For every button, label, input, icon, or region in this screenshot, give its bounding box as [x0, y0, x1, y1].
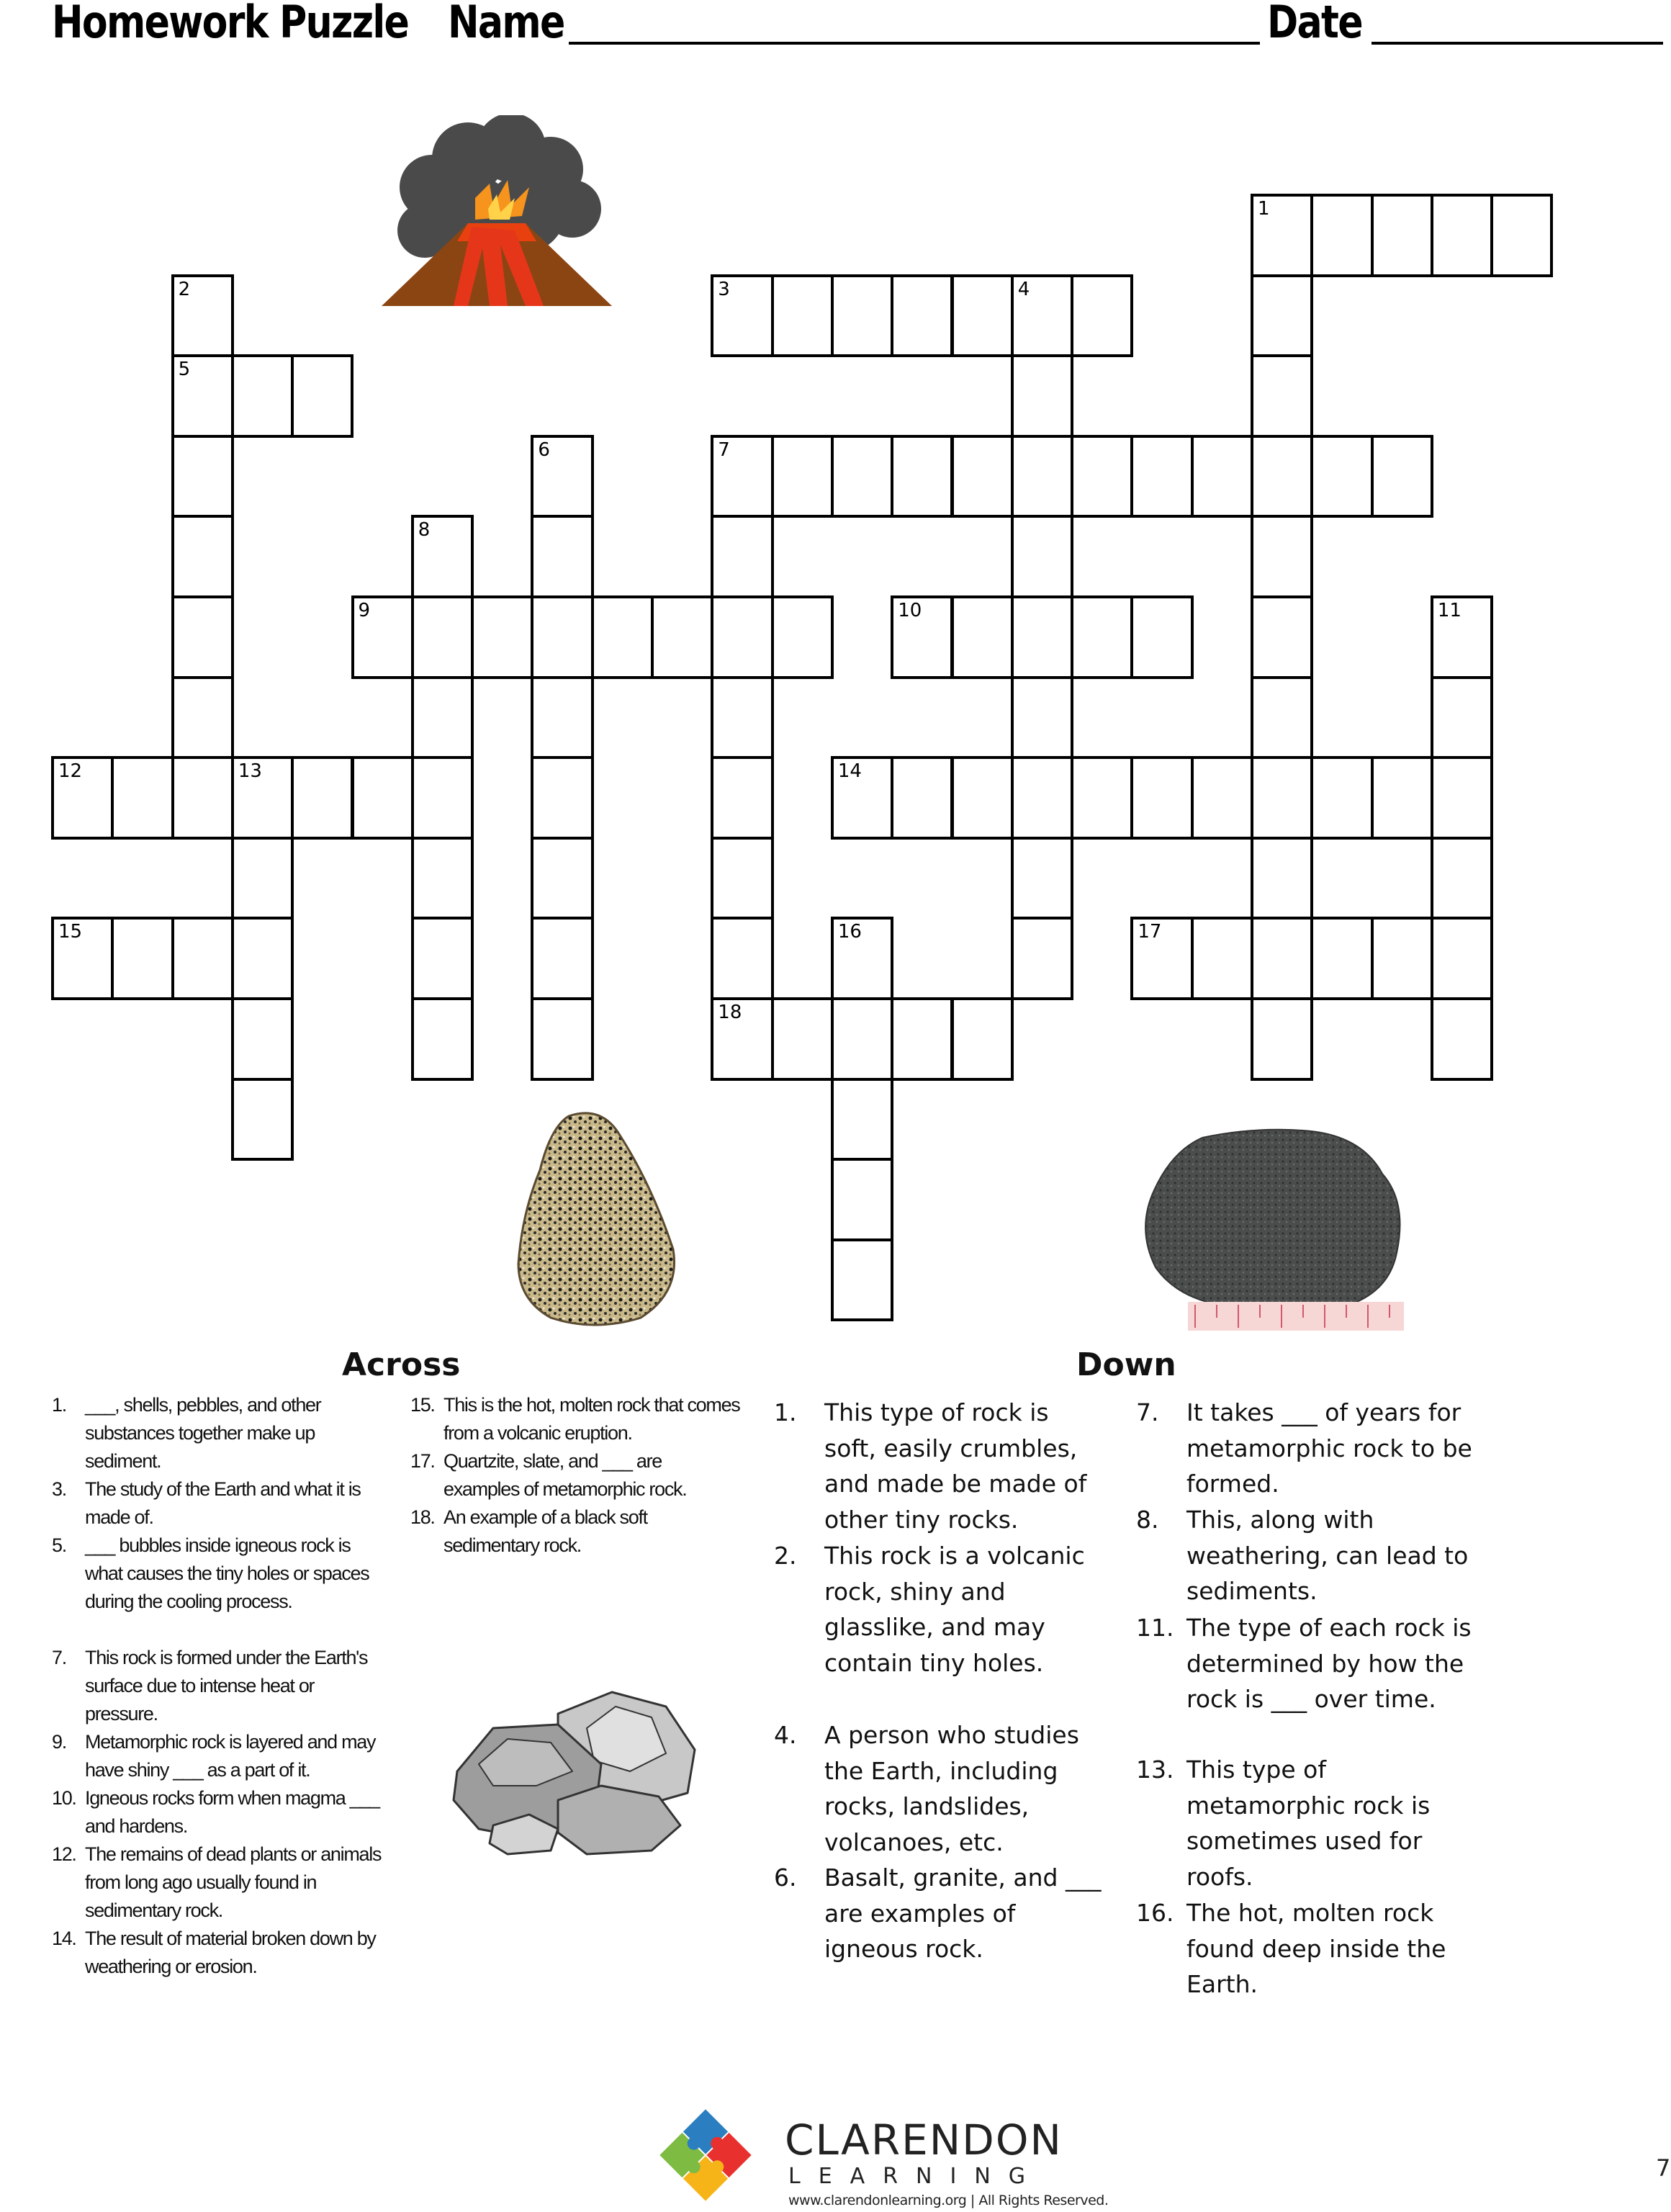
clue-number: 12. [52, 1843, 76, 1865]
grid-clue-number: 15 [58, 921, 83, 943]
grid-cell[interactable] [531, 435, 593, 518]
grid-cell[interactable] [1191, 917, 1253, 1000]
clue-number: 3. [52, 1478, 66, 1500]
clue-text: An example of a black soft sedimentary rock. [443, 1506, 647, 1556]
grid-cell[interactable] [831, 917, 893, 1000]
grid-clue-number: 4 [1017, 278, 1030, 300]
clue-text: The hot, molten rock found deep inside the Earth. [1186, 1899, 1446, 1998]
clue-text: This is the hot, molten rock that comes from a volcanic eruption. [443, 1394, 740, 1444]
across-clue [52, 1532, 390, 1616]
down-clue [774, 1860, 1102, 1967]
grid-cell[interactable] [771, 435, 834, 518]
grid-cell[interactable] [711, 676, 773, 760]
clue-text: This type of rock is soft, easily crumbles, and made be made of other tiny rocks. [824, 1398, 1087, 1534]
grid-clue-number: 1 [1258, 198, 1270, 220]
puzzle-logo-icon [652, 2101, 760, 2209]
clue-text: The remains of dead plants or animals from long ago usually found in sedimentary rock. [85, 1843, 382, 1921]
across-clue [52, 1644, 369, 1728]
across-clue [52, 1475, 390, 1532]
grid-cell[interactable] [171, 274, 234, 358]
rock-pile-icon [450, 1685, 702, 1858]
clue-number: 16. [1136, 1899, 1174, 1927]
grid-cell[interactable] [1011, 435, 1073, 518]
clue-text: Quartzite, slate, and ___ are examples of metamorphic rock. [443, 1450, 687, 1500]
grid-cell[interactable] [1251, 756, 1313, 840]
grid-cell[interactable] [891, 274, 953, 358]
grid-clue-number: 10 [898, 600, 922, 621]
clue-number: 14. [52, 1928, 76, 1949]
grid-cell[interactable] [891, 435, 953, 518]
grid-cell[interactable] [951, 274, 1014, 358]
clue-number: 7. [1136, 1398, 1159, 1426]
clue-text: ___ bubbles inside igneous rock is what causes the tiny holes or spaces during the cooling process. [85, 1534, 369, 1612]
across-clue [52, 1784, 397, 1840]
clue-text: ___, shells, pebbles, and other substances together make up sediment. [85, 1394, 321, 1472]
page-number: 7 [1656, 2154, 1671, 2182]
grid-cell[interactable] [711, 435, 773, 518]
grid-cell[interactable] [711, 515, 773, 598]
grid-cell[interactable] [1191, 435, 1253, 518]
grid-cell[interactable] [1431, 997, 1493, 1081]
grid-clue-number: 17 [1138, 921, 1162, 943]
volcano-icon [382, 115, 619, 324]
grid-cell[interactable] [411, 595, 474, 679]
grid-cell[interactable] [51, 756, 114, 840]
grid-cell[interactable] [1011, 274, 1073, 358]
grid-cell[interactable] [711, 917, 773, 1000]
grid-clue-number: 13 [238, 760, 262, 783]
across-clue [410, 1391, 749, 1447]
grid-cell[interactable] [951, 997, 1014, 1081]
grid-cell[interactable] [1251, 435, 1313, 518]
grid-cell[interactable] [411, 837, 474, 920]
clue-number: 10. [52, 1787, 76, 1809]
clue-number: 2. [774, 1542, 797, 1570]
grid-clue-number: 9 [358, 600, 371, 621]
across-clue [52, 1728, 397, 1784]
clue-text: Basalt, granite, and ___ are examples of igneous rock. [824, 1863, 1102, 1963]
clue-number: 11. [1136, 1614, 1174, 1642]
grid-cell[interactable] [1071, 274, 1133, 358]
clue-number: 1. [774, 1398, 797, 1426]
grid-cell[interactable] [1071, 435, 1133, 518]
grid-cell[interactable] [111, 917, 174, 1000]
across-heading: Across [342, 1346, 461, 1383]
clue-text: This type of metamorphic rock is sometimes used for roofs. [1186, 1755, 1431, 1891]
down-clue [774, 1538, 1102, 1681]
grid-cell[interactable] [231, 354, 294, 438]
grid-cell[interactable] [171, 354, 234, 438]
grid-cell[interactable] [411, 515, 474, 598]
down-clue [1136, 1502, 1478, 1609]
grid-cell[interactable] [471, 595, 533, 679]
grid-cell[interactable] [351, 756, 414, 840]
clue-number: 15. [410, 1394, 435, 1416]
grid-clue-number: 8 [418, 519, 431, 541]
clue-number: 18. [410, 1506, 435, 1528]
grid-cell[interactable] [231, 1078, 294, 1161]
grid-cell[interactable] [651, 595, 713, 679]
clue-number: 7. [52, 1647, 66, 1668]
grid-cell[interactable] [1130, 435, 1193, 518]
grid-cell[interactable] [1251, 837, 1313, 920]
grid-cell[interactable] [1011, 354, 1073, 438]
clue-text: A person who studies the Earth, including rocks, landslides, volcanoes, etc. [824, 1721, 1079, 1856]
grid-cell[interactable] [171, 595, 234, 679]
grid-cell[interactable] [291, 756, 353, 840]
grid-cell[interactable] [291, 354, 353, 438]
clue-number: 8. [1136, 1506, 1159, 1534]
clue-text: This, along with weathering, can lead to sediments. [1186, 1506, 1469, 1605]
grid-cell[interactable] [1431, 676, 1493, 760]
grid-cell[interactable] [831, 274, 893, 358]
clue-text: The study of the Earth and what it is made of. [85, 1478, 361, 1528]
brand-subtitle: LEARNING [788, 2164, 1044, 2189]
name-label: Name [448, 0, 564, 48]
grid-cell[interactable] [1310, 194, 1373, 277]
down-clue [1136, 1752, 1478, 1894]
grid-cell[interactable] [831, 1238, 893, 1322]
grid-cell[interactable] [1011, 676, 1073, 760]
grid-cell[interactable] [1251, 194, 1313, 277]
grid-cell[interactable] [1011, 917, 1073, 1000]
brand-name: CLARENDON [785, 2116, 1063, 2164]
grid-cell[interactable] [711, 274, 773, 358]
grid-cell[interactable] [1011, 756, 1073, 840]
grid-cell[interactable] [1251, 515, 1313, 598]
grid-cell[interactable] [1251, 274, 1313, 358]
grid-cell[interactable] [711, 997, 773, 1081]
grid-cell[interactable] [1071, 756, 1133, 840]
grid-cell[interactable] [111, 756, 174, 840]
clue-text: Metamorphic rock is layered and may have shiny ___ as a part of it. [85, 1731, 376, 1781]
clue-text: The result of material broken down by weathering or erosion. [85, 1928, 376, 1977]
down-clue [1136, 1395, 1478, 1502]
grid-cell[interactable] [1371, 756, 1433, 840]
sedimentary-rock-icon [1138, 1123, 1418, 1336]
grid-cell[interactable] [771, 595, 834, 679]
across-clue [52, 1925, 383, 1981]
grid-cell[interactable] [531, 515, 593, 598]
grid-cell[interactable] [1371, 435, 1433, 518]
grid-clue-number: 7 [718, 439, 730, 461]
grid-cell[interactable] [411, 917, 474, 1000]
down-clue [774, 1395, 1102, 1537]
grid-cell[interactable] [771, 274, 834, 358]
across-clue [52, 1840, 383, 1925]
clue-number: 4. [774, 1721, 797, 1749]
grid-cell[interactable] [531, 595, 593, 679]
grid-cell[interactable] [591, 595, 654, 679]
clue-text: This rock is a volcanic rock, shiny and glasslike, and may contain tiny holes. [824, 1542, 1085, 1677]
grid-cell[interactable] [1310, 756, 1373, 840]
grid-cell[interactable] [171, 515, 234, 598]
grid-cell[interactable] [1130, 917, 1193, 1000]
grid-cell[interactable] [1431, 756, 1493, 840]
grid-clue-number: 2 [178, 278, 191, 300]
name-line [569, 42, 1260, 45]
clue-text: This rock is formed under the Earth's surface due to intense heat or pressure. [85, 1647, 368, 1725]
date-line [1372, 42, 1663, 45]
clue-number: 17. [410, 1450, 435, 1472]
grid-clue-number: 5 [178, 359, 191, 381]
grid-cell[interactable] [1251, 997, 1313, 1081]
grid-cell[interactable] [411, 997, 474, 1081]
clue-number: 6. [774, 1863, 797, 1892]
grid-cell[interactable] [891, 595, 953, 679]
grid-cell[interactable] [171, 917, 234, 1000]
grid-cell[interactable] [1071, 595, 1133, 679]
grid-clue-number: 18 [718, 1002, 742, 1023]
across-clue [52, 1391, 383, 1475]
grid-cell[interactable] [711, 595, 773, 679]
clue-text: The type of each rock is determined by how the rock is ___ over time. [1186, 1614, 1472, 1713]
grid-cell[interactable] [831, 435, 893, 518]
grid-cell[interactable] [1310, 435, 1373, 518]
grid-cell[interactable] [711, 837, 773, 920]
grid-cell[interactable] [531, 917, 593, 1000]
grid-cell[interactable] [531, 997, 593, 1081]
grid-cell[interactable] [831, 1078, 893, 1161]
grid-cell[interactable] [1431, 837, 1493, 920]
grid-clue-number: 14 [837, 760, 862, 783]
clue-text: Igneous rocks form when magma ___ and hardens. [85, 1787, 379, 1837]
grid-cell[interactable] [1431, 194, 1493, 277]
across-clue [410, 1503, 720, 1560]
grid-cell[interactable] [351, 595, 414, 679]
grid-cell[interactable] [1251, 354, 1313, 438]
grid-clue-number: 16 [837, 921, 862, 943]
grid-clue-number: 12 [58, 760, 83, 783]
grid-cell[interactable] [1011, 837, 1073, 920]
grid-cell[interactable] [831, 997, 893, 1081]
down-clue [1136, 1895, 1478, 2002]
grid-cell[interactable] [531, 837, 593, 920]
grid-cell[interactable] [231, 917, 294, 1000]
grid-cell[interactable] [1251, 676, 1313, 760]
grid-cell[interactable] [1310, 917, 1373, 1000]
grid-cell[interactable] [771, 997, 834, 1081]
grid-cell[interactable] [1130, 595, 1193, 679]
grid-cell[interactable] [951, 595, 1014, 679]
grid-cell[interactable] [231, 997, 294, 1081]
grid-cell[interactable] [51, 917, 114, 1000]
igneous-rock-icon [508, 1105, 688, 1332]
clue-number: 9. [52, 1731, 66, 1753]
down-clue [1136, 1610, 1478, 1717]
grid-clue-number: 11 [1437, 600, 1461, 621]
grid-clue-number: 6 [538, 439, 550, 461]
grid-cell[interactable] [951, 435, 1014, 518]
grid-cell[interactable] [411, 756, 474, 840]
grid-cell[interactable] [1431, 917, 1493, 1000]
grid-cell[interactable] [951, 756, 1014, 840]
grid-clue-number: 3 [718, 278, 730, 300]
grid-cell[interactable] [531, 756, 593, 840]
grid-cell[interactable] [171, 676, 234, 760]
grid-cell[interactable] [1130, 756, 1193, 840]
grid-cell[interactable] [171, 756, 234, 840]
clue-number: 1. [52, 1394, 66, 1416]
grid-cell[interactable] [1371, 917, 1433, 1000]
down-clue [774, 1717, 1102, 1860]
grid-cell[interactable] [231, 837, 294, 920]
grid-cell[interactable] [1431, 595, 1493, 679]
grid-cell[interactable] [831, 1158, 893, 1241]
grid-cell[interactable] [411, 676, 474, 760]
grid-cell[interactable] [531, 676, 593, 760]
clue-text: It takes ___ of years for metamorphic rock to be formed. [1186, 1398, 1472, 1498]
worksheet-title: Homework Puzzle [52, 0, 409, 48]
date-label: Date [1267, 0, 1362, 48]
grid-cell[interactable] [1490, 194, 1553, 277]
grid-cell[interactable] [1011, 515, 1073, 598]
down-heading: Down [1076, 1346, 1176, 1383]
grid-cell[interactable] [711, 756, 773, 840]
grid-cell[interactable] [831, 756, 893, 840]
grid-cell[interactable] [1251, 595, 1313, 679]
grid-cell[interactable] [1251, 917, 1313, 1000]
clue-number: 5. [52, 1534, 66, 1556]
across-clue [410, 1447, 742, 1503]
grid-cell[interactable] [1371, 194, 1433, 277]
clue-number: 13. [1136, 1755, 1174, 1784]
grid-cell[interactable] [1011, 595, 1073, 679]
grid-cell[interactable] [171, 435, 234, 518]
brand-url: www.clarendonlearning.org | All Rights Reserved. [788, 2193, 1109, 2208]
grid-cell[interactable] [1191, 756, 1253, 840]
grid-cell[interactable] [231, 756, 294, 840]
grid-cell[interactable] [891, 997, 953, 1081]
grid-cell[interactable] [891, 756, 953, 840]
